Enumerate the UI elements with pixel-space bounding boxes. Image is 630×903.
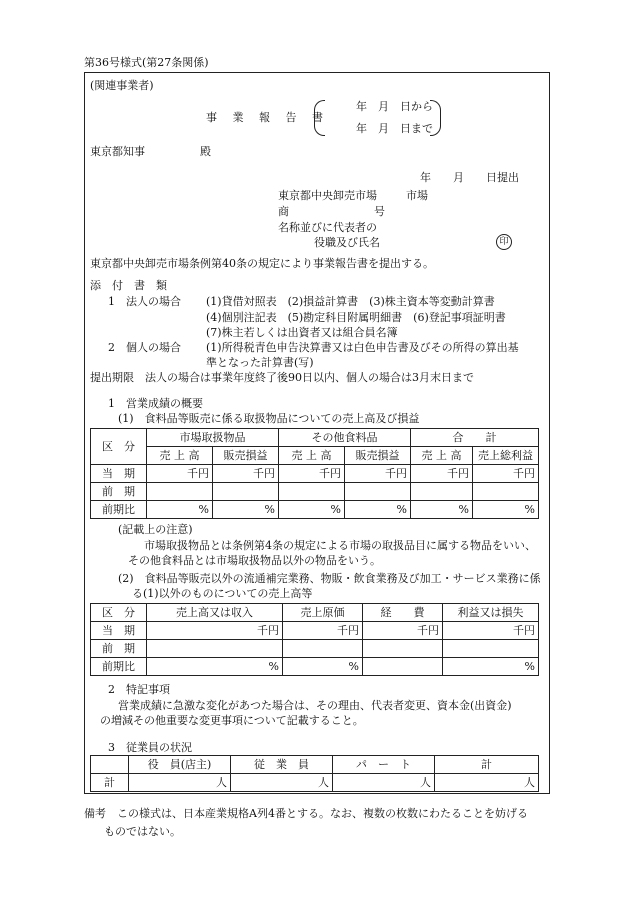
section2-line: の増減その他重要な変更事項について記載すること。	[100, 714, 364, 727]
table-cell: 千円	[283, 622, 363, 640]
section1-sub2-line1: (2) 食料品等販売以外の流通補完業務、物販・飲食業務及び加工・サービス業務に係	[118, 572, 541, 585]
row-label: 前 期	[91, 483, 147, 501]
employees-header: 計	[435, 756, 539, 774]
row-label: 当 期	[91, 465, 147, 483]
table-cell: 千円	[345, 465, 411, 483]
table-cell	[213, 483, 279, 501]
period-from: 年 月 日から	[356, 100, 433, 113]
section1-sub1: (1) 食料品等販売に係る取扱物品についての売上高及び損益	[118, 412, 420, 425]
table-cell: 千円	[473, 465, 539, 483]
trade-name-label-left: 商	[278, 205, 289, 218]
section2-line: 営業成績に急激な変化があつた場合は、その理由、代表者変更、資本金(出資金)	[118, 699, 512, 712]
employees-header: 役 員(店主)	[129, 756, 231, 774]
market-label: 東京都中央卸売市場	[278, 189, 377, 202]
addressee: 東京都知事	[90, 145, 145, 158]
corp-docs-line: (1)貸借対照表 (2)損益計算書 (3)株主資本等変動計算書	[206, 295, 495, 308]
table-cell: %	[411, 501, 473, 519]
table-cell	[279, 483, 345, 501]
table1-subheader: 販売損益	[213, 447, 279, 465]
table-cell	[147, 640, 283, 658]
table-cell: 千円	[147, 465, 213, 483]
table-cell	[473, 483, 539, 501]
notes-heading: (記載上の注意)	[118, 523, 193, 536]
table-cell	[283, 640, 363, 658]
representative-label-2: 役職及び氏名	[314, 236, 380, 249]
note-line: その他食料品とは市場取扱物品以外の物品をいう。	[128, 554, 381, 567]
corp-docs-line: (4)個別注記表 (5)勘定科目附属明細書 (6)登記事項証明書	[206, 311, 506, 324]
row-label: 前期比	[91, 658, 147, 676]
employees-table	[90, 755, 539, 792]
indiv-docs-line: (1)所得税青色申告決算書又は白色申告書及びその所得の算出基	[206, 341, 519, 354]
declaration: 東京都中央卸売市場条例第40条の規定により事業報告書を提出する。	[90, 257, 434, 270]
table-cell	[443, 640, 539, 658]
table-cell	[147, 483, 213, 501]
trade-name-label-right: 号	[374, 205, 385, 218]
table-cell: 千円	[363, 622, 443, 640]
table-row	[91, 774, 539, 792]
table1-group-header: 市場取扱物品	[147, 429, 279, 447]
indiv-label: 2 個人の場合	[108, 341, 181, 354]
seal-mark: 印	[496, 234, 512, 250]
market-suffix: 市場	[406, 189, 428, 202]
submission-date: 年 月 日提出	[420, 171, 519, 184]
table-row	[91, 622, 539, 640]
table-cell: 千円	[411, 465, 473, 483]
section1-heading: 1 営業成績の概要	[108, 397, 203, 410]
table-cell: 千円	[213, 465, 279, 483]
table-row	[91, 465, 539, 483]
form-number: 第36号様式(第27条関係)	[84, 56, 209, 69]
section1-sub2-line2: る(1)以外のものについての売上高等	[132, 587, 313, 600]
table1-category-header: 区 分	[91, 429, 147, 465]
row-label: 前期比	[91, 501, 147, 519]
period-bracket-right	[430, 100, 441, 136]
row-label: 計	[91, 774, 129, 792]
period-to: 年 月 日まで	[356, 122, 433, 135]
sales-table-2	[90, 603, 539, 676]
indiv-docs-line: 準となった計算書(写)	[206, 356, 314, 369]
table-cell: %	[283, 658, 363, 676]
addressee-suffix: 殿	[200, 145, 211, 158]
table-cell: 人	[129, 774, 231, 792]
table-cell: %	[213, 501, 279, 519]
table2-header: 売上高又は収入	[147, 604, 283, 622]
table1-subheader: 売 上 高	[279, 447, 345, 465]
table-cell: 人	[333, 774, 435, 792]
table-cell: %	[279, 501, 345, 519]
section3-heading: 3 従業員の状況	[108, 741, 192, 754]
table-cell: 人	[435, 774, 539, 792]
row-label: 当 期	[91, 622, 147, 640]
table2-header: 経 費	[363, 604, 443, 622]
submission-deadline: 提出期限 法人の場合は事業年度終了後90日以内、個人の場合は3月末日まで	[90, 371, 474, 384]
table-cell	[411, 483, 473, 501]
table1-group-header: 合 計	[411, 429, 539, 447]
employees-corner-cell	[91, 756, 129, 774]
corp-docs-line: (7)株主若しくは出資者又は組合員名簿	[206, 326, 398, 339]
remarks-line2: ものではない。	[104, 825, 181, 838]
table-cell: 千円	[147, 622, 283, 640]
document-title: 事 業 報 告 書	[206, 111, 329, 124]
table1-subheader: 売 上 高	[147, 447, 213, 465]
table1-subheader: 販売損益	[345, 447, 411, 465]
remarks-line1: 備考 この様式は、日本産業規格A列4番とする。なお、複数の枚数にわたることを妨げる	[84, 807, 528, 820]
table-cell: %	[473, 501, 539, 519]
table-cell	[345, 483, 411, 501]
employees-header: パ ー ト	[333, 756, 435, 774]
table2-header: 区 分	[91, 604, 147, 622]
note-line: 市場取扱物品とは条例第4条の規定による市場の取扱品目に属する物品をいい、	[144, 539, 536, 552]
table2-header: 利益又は損失	[443, 604, 539, 622]
party-note: (関連事業者)	[90, 79, 154, 92]
table-cell: %	[443, 658, 539, 676]
table-row	[91, 658, 539, 676]
table-row	[91, 640, 539, 658]
table-row	[91, 483, 539, 501]
row-label: 前 期	[91, 640, 147, 658]
table1-group-header: その他食料品	[279, 429, 411, 447]
table-cell	[363, 640, 443, 658]
table1-subheader: 売 上 高	[411, 447, 473, 465]
table-cell: %	[147, 501, 213, 519]
table-cell: 千円	[443, 622, 539, 640]
table2-header: 売上原価	[283, 604, 363, 622]
table-cell: %	[147, 658, 283, 676]
sales-table-1	[90, 428, 539, 519]
table-cell: %	[345, 501, 411, 519]
section2-heading: 2 特記事項	[108, 683, 170, 696]
employees-header: 従 業 員	[231, 756, 333, 774]
corp-label: 1 法人の場合	[108, 295, 181, 308]
table-row	[91, 501, 539, 519]
period-bracket-left	[314, 100, 325, 136]
representative-label-1: 名称並びに代表者の	[278, 221, 377, 234]
table-cell: 人	[231, 774, 333, 792]
table-cell: 千円	[279, 465, 345, 483]
table-cell	[363, 658, 443, 676]
attachments-heading: 添 付 書 類	[90, 279, 167, 292]
table1-subheader: 売上総利益	[473, 447, 539, 465]
